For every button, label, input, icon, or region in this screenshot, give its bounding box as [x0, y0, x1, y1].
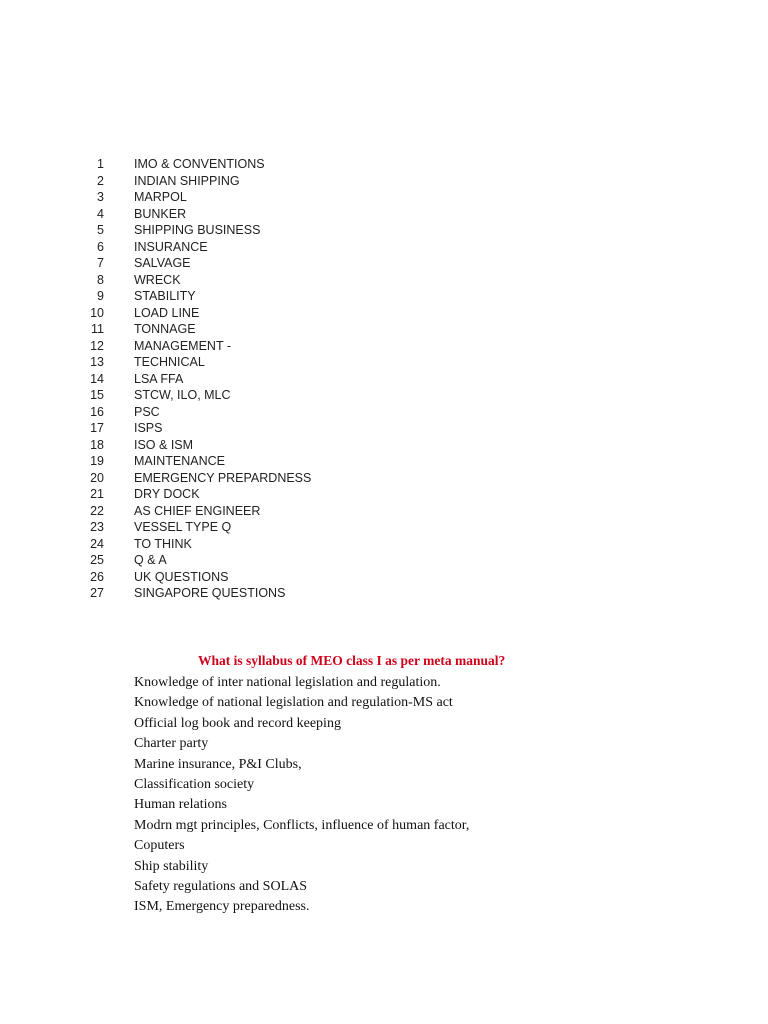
syllabus-item: Modrn mgt principles, Conflicts, influence of human factor,: [134, 817, 470, 833]
topic-row: [0, 354, 768, 371]
topic-number: 15: [90, 388, 104, 402]
topic-title: TONNAGE: [134, 322, 196, 336]
topic-number: 23: [90, 520, 104, 534]
topic-number: 25: [90, 553, 104, 567]
topic-number: 13: [90, 355, 104, 369]
topic-number: 26: [90, 569, 104, 584]
topic-title: MANAGEMENT -: [134, 338, 231, 353]
topic-row: [0, 404, 768, 421]
topic-number: 22: [90, 503, 104, 518]
topic-number: 16: [90, 404, 104, 419]
syllabus-list: [134, 673, 734, 918]
topic-number: 7: [97, 256, 104, 270]
topic-title: AS CHIEF ENGINEER: [134, 503, 261, 518]
syllabus-item: Human relations: [134, 797, 227, 813]
topic-number: 6: [97, 239, 104, 254]
topic-row: [0, 222, 768, 239]
topic-row: [0, 420, 768, 437]
topic-row: [0, 519, 768, 536]
syllabus-item: Official log book and record keeping: [134, 715, 341, 731]
topic-title: TO THINK: [134, 536, 192, 551]
syllabus-item: ISM, Emergency preparedness.: [134, 899, 310, 915]
topic-row: [0, 371, 768, 388]
topic-number: 19: [90, 454, 104, 468]
topic-row: [0, 437, 768, 454]
syllabus-item: Knowledge of national legislation and regulation-MS act: [134, 695, 453, 711]
topic-row: [0, 569, 768, 586]
topic-number: 8: [97, 272, 104, 287]
topic-number: 4: [97, 206, 104, 221]
topic-number: 5: [97, 223, 104, 237]
topic-title: BUNKER: [134, 206, 187, 221]
topic-number: 18: [90, 437, 104, 452]
topic-row: [0, 206, 768, 223]
topic-number: 10: [90, 305, 104, 320]
topic-number: 2: [97, 173, 104, 188]
syllabus-item: Marine insurance, P&I Clubs,: [134, 756, 302, 772]
topic-title: Q & A: [134, 553, 167, 567]
topic-row: [0, 239, 768, 256]
topic-title: MAINTENANCE: [134, 454, 225, 468]
topic-row: [0, 272, 768, 289]
topic-title: ISPS: [134, 421, 163, 435]
topic-title: INDIAN SHIPPING: [134, 173, 240, 188]
syllabus-item: Safety regulations and SOLAS: [134, 878, 308, 894]
topic-row: [0, 536, 768, 553]
syllabus-question: What is syllabus of MEO class I as per meta manual?: [198, 653, 506, 668]
syllabus-item: Charter party: [134, 736, 209, 752]
topic-title: SALVAGE: [134, 256, 191, 270]
topic-title: VESSEL TYPE Q: [134, 520, 232, 534]
topic-title: MARPOL: [134, 190, 187, 204]
topic-number: 9: [97, 289, 104, 303]
topic-number: 1: [97, 157, 104, 171]
topic-title: SHIPPING BUSINESS: [134, 223, 261, 237]
topic-number: 27: [90, 586, 104, 600]
topic-row: [0, 552, 768, 569]
topic-row: [0, 486, 768, 503]
topic-title: LOAD LINE: [134, 305, 200, 320]
topic-number: 24: [90, 536, 104, 551]
topic-row: [0, 305, 768, 322]
topic-number: 3: [97, 190, 104, 204]
topic-title: WRECK: [134, 272, 181, 287]
topic-row: [0, 173, 768, 190]
topic-title: PSC: [134, 404, 160, 419]
topic-row: [0, 585, 768, 602]
topic-number: 14: [90, 371, 104, 386]
topic-title: ISO & ISM: [134, 437, 194, 452]
syllabus-item: Ship stability: [134, 858, 209, 874]
syllabus-item: Knowledge of inter national legislation and regulation.: [134, 675, 441, 690]
topic-number: 12: [90, 338, 104, 353]
syllabus-item: Coputers: [134, 838, 185, 854]
topic-title: SINGAPORE QUESTIONS: [134, 586, 286, 600]
topic-title: INSURANCE: [134, 239, 208, 254]
topic-row: [0, 453, 768, 470]
topic-row: [0, 338, 768, 355]
topic-number: 17: [90, 421, 104, 435]
topic-title: EMERGENCY PREPARDNESS: [134, 470, 312, 485]
topic-title: STABILITY: [134, 289, 196, 303]
topic-number: 11: [91, 322, 104, 336]
topic-number: 20: [90, 470, 104, 485]
topic-row: [0, 387, 768, 404]
topic-title: STCW, ILO, MLC: [134, 388, 231, 402]
topic-title: LSA FFA: [134, 371, 184, 386]
topic-title: IMO & CONVENTIONS: [134, 157, 265, 171]
topic-row: [0, 503, 768, 520]
topic-row: [0, 255, 768, 272]
topic-row: [0, 156, 768, 173]
topic-row: [0, 470, 768, 487]
topic-row: [0, 321, 768, 338]
topic-list: [0, 156, 768, 602]
topic-number: 21: [90, 487, 104, 501]
topic-title: TECHNICAL: [134, 355, 205, 369]
syllabus-item: Classification society: [134, 776, 255, 792]
topic-title: DRY DOCK: [134, 487, 200, 501]
topic-row: [0, 288, 768, 305]
topic-row: [0, 189, 768, 206]
topic-title: UK QUESTIONS: [134, 569, 229, 584]
